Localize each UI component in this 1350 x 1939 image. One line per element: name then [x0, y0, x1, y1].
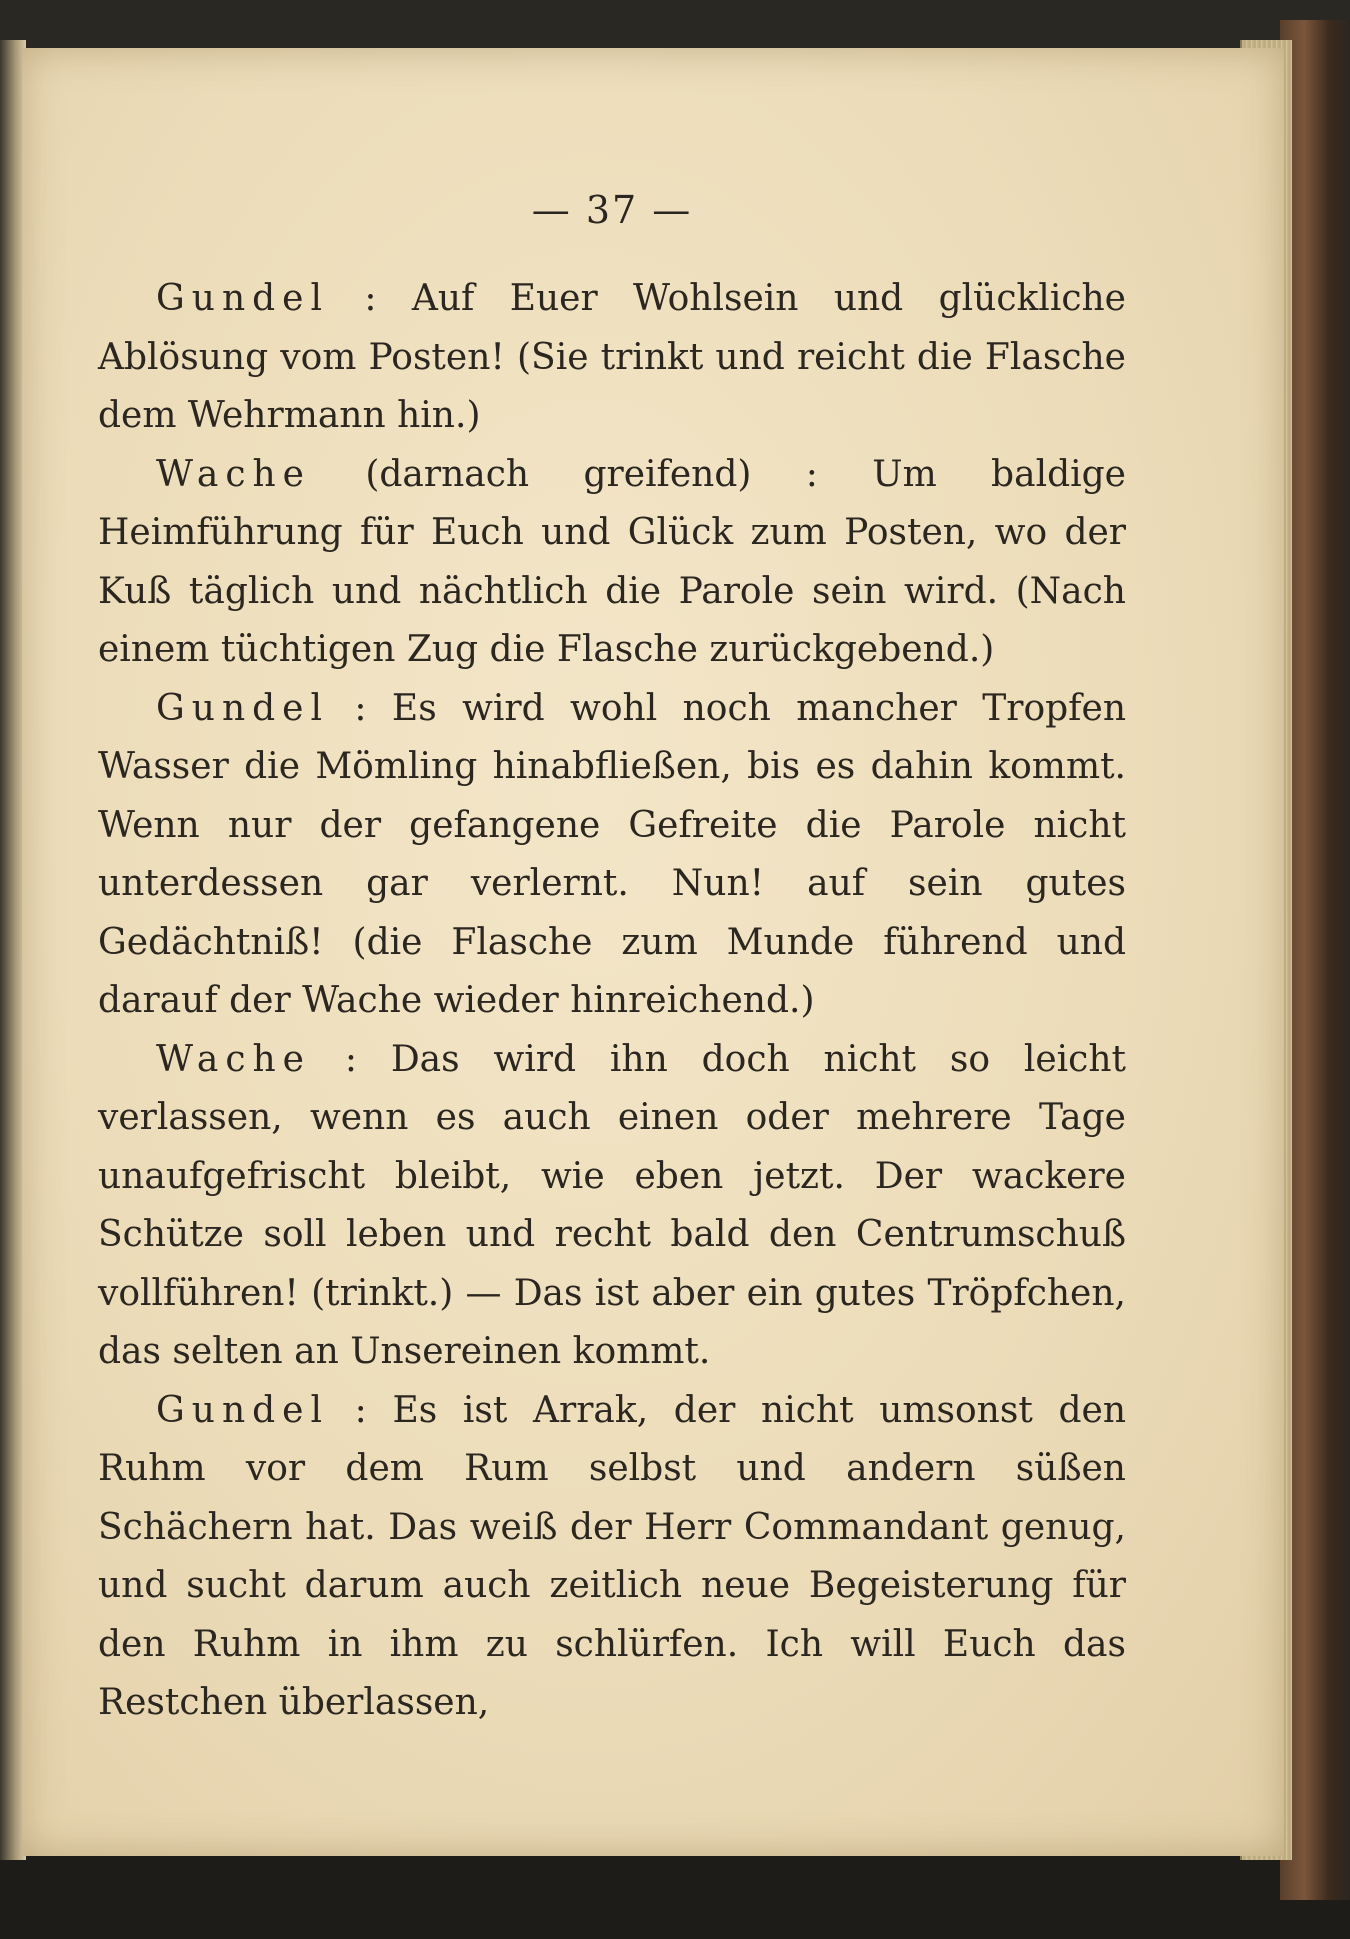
speaker-name: Gundel [156, 1389, 329, 1431]
speaker-separator: : [329, 278, 412, 319]
page-sheet [22, 48, 1284, 1856]
paragraph [98, 680, 1126, 1031]
speaker-separator [311, 454, 365, 495]
paragraph [98, 1382, 1126, 1733]
paragraph-text: Das wird ihn doch nicht so leicht verlassen, wenn es auch einen oder mehrere Tage unaufgefrischt bleibt, wie eben jetzt. Der wackere Schütze soll leben und recht bald den Centrumschuß vollführen! (trinkt.) — Das ist aber ein gutes Tröpfchen, das selten an Unsereinen kommt. [98, 1038, 1126, 1372]
paragraph-text: Auf Euer Wohlsein und glückliche Ablösung vom Posten! (Sie trinkt und reicht die Flasche dem Wehrmann hin.) [98, 278, 1126, 436]
paragraph-text: Es ist Arrak, der nicht umsonst den Ruhm vor dem Rum selbst und andern süßen Schächern hat. Das weiß der Herr Commandant genug, und sucht darum auch zeitlich neue Begeisterung für den Ruhm in ihm zu schlürfen. Ich will Euch das Restchen überlassen, [98, 1389, 1127, 1723]
speaker-separator: : [329, 1389, 393, 1431]
page-number: — 37 — [531, 188, 693, 232]
text-body [98, 270, 1126, 1733]
paragraph [98, 1031, 1126, 1382]
paragraph [98, 270, 1126, 446]
speaker-separator: : [329, 687, 392, 729]
paragraph-text: Es wird wohl noch mancher Tropfen Wasser die Mömling hinabfließen, bis es dahin kommt. Wenn nur der gefangene Gefreite die Parole nicht unterdessen gar verlernt. Nun! auf sein gutes Gedächtniß! (die Flasche zum Munde führend und darauf der Wache wieder hinreichend.) [98, 687, 1127, 1021]
speaker-separator: : [311, 1038, 391, 1080]
speaker-name: Gundel [156, 278, 329, 319]
speaker-name: Wache [156, 1038, 311, 1080]
speaker-name: Wache [156, 453, 311, 495]
speaker-name: Gundel [156, 687, 329, 729]
paragraph-text: (darnach greifend) : Um baldige Heimführung für Euch und Glück zum Posten, wo der Kuß täglich und nächtlich die Parole sein wird. (Nach einem tüchtigen Zug die Flasche zurückgebend.) [98, 453, 1126, 670]
paragraph [98, 446, 1126, 680]
